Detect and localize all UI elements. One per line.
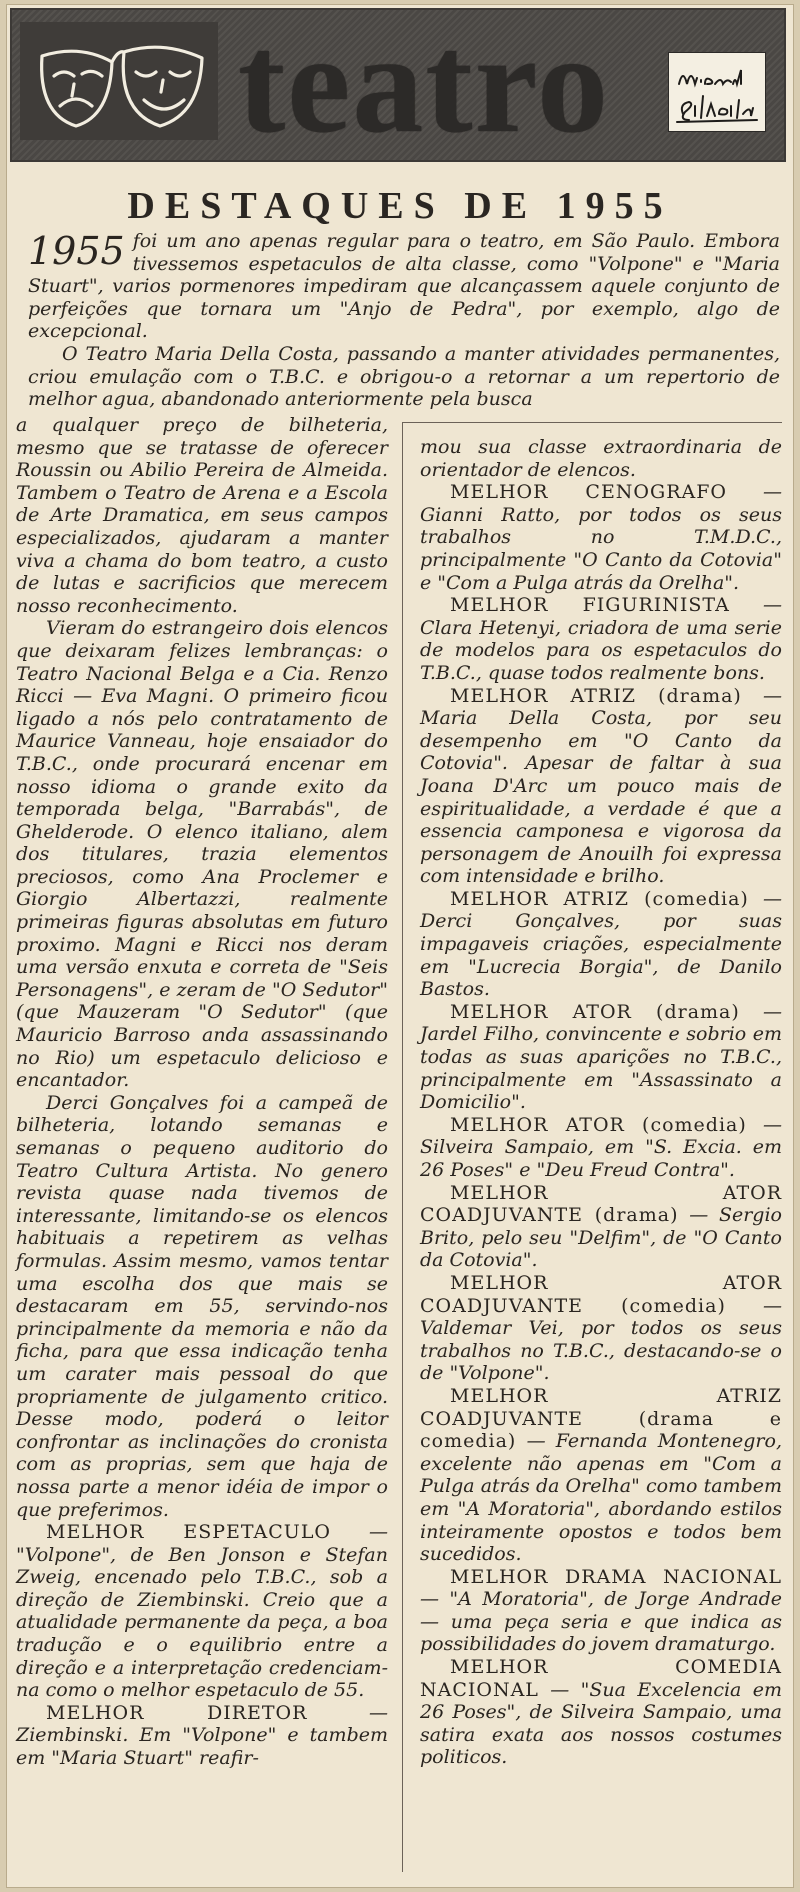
award-category: MELHOR ATRIZ COADJUVANTE (drama e comedia) [420,1384,782,1453]
intro-paragraph-2: O Teatro Maria Della Costa, passando a manter atividades permanentes, criou emulação com o T.B.C. e obrigou-o a retornar a um repertorio de melhor agua, abandonado anteriormente pela busca [28,342,780,411]
signature-drawing [673,58,761,126]
award-text: — Maria Della Costa, por seu desempenho em "O Canto da Cotovia". Apesar de faltar à sua Joana D'Arc um pouco mais de espiritualidade, a verdade é que a essencia camponesa e vigorosa da personagem de Anouilh foi expressa com intensidade e brilho. [420,684,782,888]
left-paragraph-foreign-companies: Vieram do estrangeiro dois elencos que deixaram felizes lembranças: o Teatro Nacional Belga e a Cia. Renzo Ricci — Eva Magni. O primeiro ficou ligado a nós pelo contratamento de Maurice Vanneau, hoje ensaiador do T.B.C., onde procurará encenar em nosso idioma o grande exito da temporada belga, "Barrabás", de Ghelderode. O elenco italiano, alem dos titulares, trazia elementos preciosos, como Ana Proclemer e Giorgio Albertazzi, realmente primeiras figuras absolutas em futuro proximo. Magni e Ricci nos deram uma versão enxuta e correta de "Seis Personagens", e zeram de "O Sedutor" (que Mauzeram "O Sedutor" (que Mauricio Barroso anda assassinando no Rio) um espetaculo delicioso e encantador. [16,617,388,1092]
award-item [420,1385,782,1566]
award-category: MELHOR ATOR (comedia) [450,1113,747,1136]
award-text: — "Volpone", de Ben Jonson e Stefan Zweig, encenado pelo T.B.C., sob a direção de Ziembinski. Creio que a atualidade permanente da peça, a boa tradução e o equilibrio entre a direção e a interpretação credenciam-na como o melhor espetaculo de 55. [16,1521,388,1702]
award-category: MELHOR COMEDIA NACIONAL [420,1656,782,1701]
right-column-top-rule [402,422,782,423]
award-category: MELHOR ESPETACULO [46,1521,332,1544]
award-item [420,1114,782,1182]
award-category: MELHOR ATOR (drama) [450,1000,740,1023]
award-text: — Clara Hetenyi, criadora de uma serie de modelos para os espetaculos do T.B.C., quase todos realmente bons. [420,594,783,684]
award-item [420,1182,782,1272]
award-text: — Valdemar Vei, por todos os seus trabalhos no T.B.C., destacando-se o de "Volpone". [420,1294,782,1385]
award-text: — Sergio Brito, pelo seu "Delfim", de "O Canto da Cotovia". [420,1204,782,1272]
award-category: MELHOR DRAMA NACIONAL [450,1565,782,1588]
award-item [420,1272,782,1385]
award-text: — Derci Gonçalves, por suas impagaveis criações, especialmente em "Lucrecia Borgia", de Danilo Bastos. [420,887,782,1001]
award-item [420,594,782,684]
award-item [420,1566,782,1656]
column-divider [402,422,403,1872]
theatre-masks-drawing [20,22,218,140]
intro-paragraph-1-text: foi um ano apenas regular para o teatro, em São Paulo. Embora tivessemos espetaculos de alta classe, como "Volpone" e "Maria Stuart", varios pormenores impediram que alcançassem aquele conjunto de perfeições que tornara um "Anjo de Pedra", por exemplo, algo de excepcional. [28,230,780,343]
award-item [420,888,782,1001]
intro-paragraph-1 [28,230,780,343]
left-column [16,414,388,1770]
award-text: — Ziembinski. Em "Volpone" e tambem em "Maria Stuart" reafir- [16,1701,389,1770]
theatre-masks-icon [20,22,218,140]
award-category: MELHOR CENOGRAFO [450,481,727,504]
award-category: MELHOR ATRIZ (drama) [450,684,742,707]
award-text: — Silveira Sampaio, em "S. Excia. em 26 Poses" e "Deu Freud Contra". [420,1113,782,1181]
right-column [420,436,782,1769]
newspaper-clipping [6,4,794,1888]
column-masthead [10,4,786,162]
award-best-show [16,1521,388,1702]
award-item [420,1001,782,1114]
award-category: MELHOR DIRETOR [46,1701,308,1724]
intro-year: 1955 [28,229,125,273]
award-item [420,481,782,594]
award-text: — "A Moratoria", de Jorge Andrade — uma peça seria e que indica as possibilidades do jovem dramaturgo. [420,1588,782,1656]
award-item [420,1656,782,1769]
award-category: MELHOR FIGURINISTA [450,594,730,617]
award-text: — Jardel Filho, convincente e sobrio em todas as suas aparições no T.B.C., principalmente em "Assassinato a Domicilio". [420,1000,783,1114]
left-paragraph-selection: Derci Gonçalves foi a campeã de bilheteria, lotando semanas e semanas o pequeno auditorio do Teatro Cultura Artista. No genero revista quase nada tivemos de interessante, limitando-se os elencos habituais a repetirem as velhas formulas. Assim mesmo, vamos tentar uma escolha dos que mais se destacaram em 55, servindo-nos principalmente da memoria e não da ficha, para que essa indicação tenha um carater mais pessoal do que propriamente de julgamento critico. Desse modo, poderá o leitor confrontar as inclinações do cronista com as proprias, sem que haja de nossa parte a menor idéia de impor o que preferimos. [16,1091,388,1521]
left-paragraph-continuation: a qualquer preço de bilheteria, mesmo que se tratasse de oferecer Roussin ou Abilio Pereira de Almeida. Tambem o Teatro de Arena e a Escola de Arte Dramatica, em seus campos especializados, ajudaram a manter viva a chama do bom teatro, a custo de lutas e sacrificios que merecem nosso reconhecimento. [16,414,388,617]
award-category: MELHOR ATOR COADJUVANTE (comedia) [420,1271,782,1317]
award-text: — Gianni Ratto, por todos os seus trabalhos no T.M.D.C., principalmente "O Canto da Cotovia" e "Com a Pulga atrás da Orelha". [420,481,782,594]
award-best-director [16,1702,388,1770]
award-category: MELHOR ATRIZ (comedia) [450,887,749,910]
award-item [420,685,782,888]
award-text: — "Sua Excelencia em 26 Poses", de Silveira Sampaio, uma satira exata aos nossos costumes politicos. [420,1678,782,1769]
right-paragraph-continuation: mou sua classe extraordinaria de orientador de elencos. [420,436,782,481]
award-text: — Fernanda Montenegro, excelente não apenas em "Com a Pulga atrás da Orelha" como tambem em "A Moratoria", abordando estilos inteiramente opostos e todos bem sucedidos. [420,1430,782,1566]
article-intro [28,230,780,411]
award-category: MELHOR ATOR COADJUVANTE (drama) [420,1181,782,1227]
article-headline: DESTAQUES DE 1955 [127,185,673,227]
section-title: teatro [238,4,611,162]
author-signature [668,52,766,132]
